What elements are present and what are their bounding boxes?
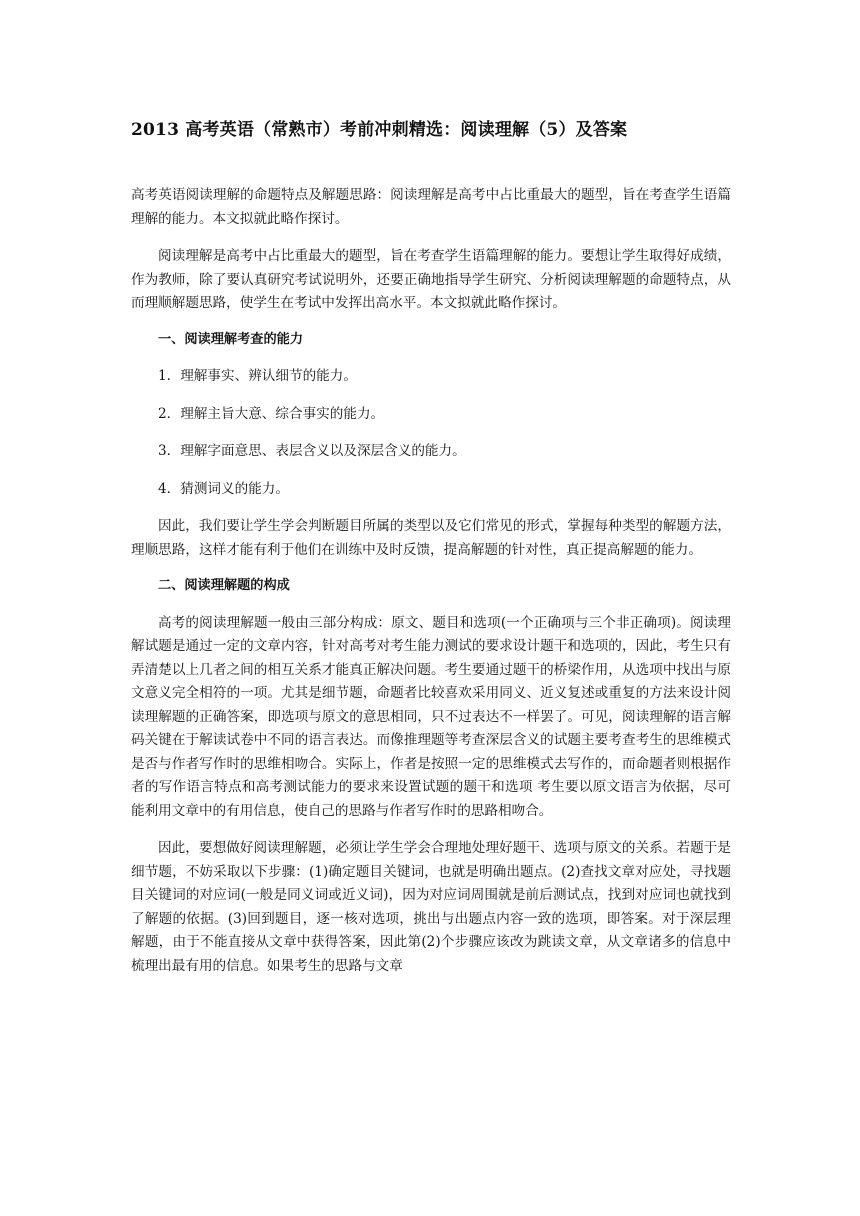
intro-paragraph: 高考英语阅读理解的命题特点及解题思路：阅读理解是高考中占比重最大的题型，旨在考查学生语篇理解的能力。本文拟就此略作探讨。 — [131, 187, 731, 227]
section-heading-abilities: 一、阅读理解考查的能力 — [158, 331, 304, 347]
ability-item-2: 2．理解主旨大意、综合事实的能力。 — [158, 405, 385, 422]
ability-item-3: 3．理解字面意思、表层含义以及深层含义的能力。 — [158, 443, 466, 459]
section-heading-structure: 二、阅读理解题的构成 — [158, 578, 290, 593]
method-paragraph: 因此，要想做好阅读理解题，必须让学生学会合理地处理好题干、选项与原文的关系。若题于是细节题，不妨采取以下步骤：(1)确定题目关键词，也就是明确出题点。(2)查找文章对应处，寻找题目关键词的对应词(一般是同义词或近义词)，因为对应词周围就是前后测试点，找到对应词也就找到了解题的依据。(3)回到题目，逐一核对选项，挑出与出题点内容一致的选项，即答案。对于深层理解题，由于不能直接从文章中获得答案，因此第(2)个步骤应该改为跳读文章，从文章诸多的信息中梳理出最有用的信息。如果考生的思路与文章 — [131, 840, 731, 974]
ability-item-1: 1．理解事实、辨认细节的能力。 — [158, 368, 357, 384]
opening-paragraph: 阅读理解是高考中占比重最大的题型，旨在考查学生语篇理解的能力。要想让学生取得好成绩，作为教师，除了要认真研究考试说明外，还要正确地指导学生研究、分析阅读理解题的命题特点，从而理顺解题思路，使学生在考试中发挥出高水平。本文拟就此略作探讨。 — [131, 248, 731, 311]
abilities-conclusion-paragraph: 因此，我们要让学生学会判断题目所属的类型以及它们常见的形式，掌握每种类型的解题方法，理顺思路，这样才能有利于他们在训练中及时反馈，提高解题的针对性，真正提高解题的能力。 — [131, 518, 731, 558]
structure-paragraph: 高考的阅读理解题一般由三部分构成：原文、题目和选项(一个正确项与三个非正确项)。阅读理解试题是通过一定的文章内容，针对高考对考生能力测试的要求设计题干和选项的，因此，考生只有弄清楚以上几者之间的相互关系才能真正解决问题。考生要通过题干的桥梁作用，从选项中找出与原文意义完全相符的一项。尤其是细节题，命题者比较喜欢采用同义、近义复述或重复的方法来设计阅读理解题的正确答案，即选项与原文的意思相同，只不过表达不一样罢了。可见，阅读理解的语言解码关键在于解读试卷中不同的语言表达。而像推理题等考查深层含义的试题主要考查考生的思维模式是否与作者写作时的思维相吻合。实际上，作者是按照一定的思维模式去写作的，而命题者则根据作者的写作语言特点和高考测试能力的要求来设置试题的题干和选项 考生要以原文语言为依据，尽可能利用文章中的有用信息，使自己的思路与作者写作时的思路相吻合。 — [131, 614, 731, 819]
ability-item-4: 4．猜测词义的能力。 — [158, 480, 289, 497]
document-body — [131, 184, 731, 978]
document-title: 2013 高考英语（常熟市）考前冲刺精选：阅读理解（5）及答案 — [131, 120, 628, 140]
